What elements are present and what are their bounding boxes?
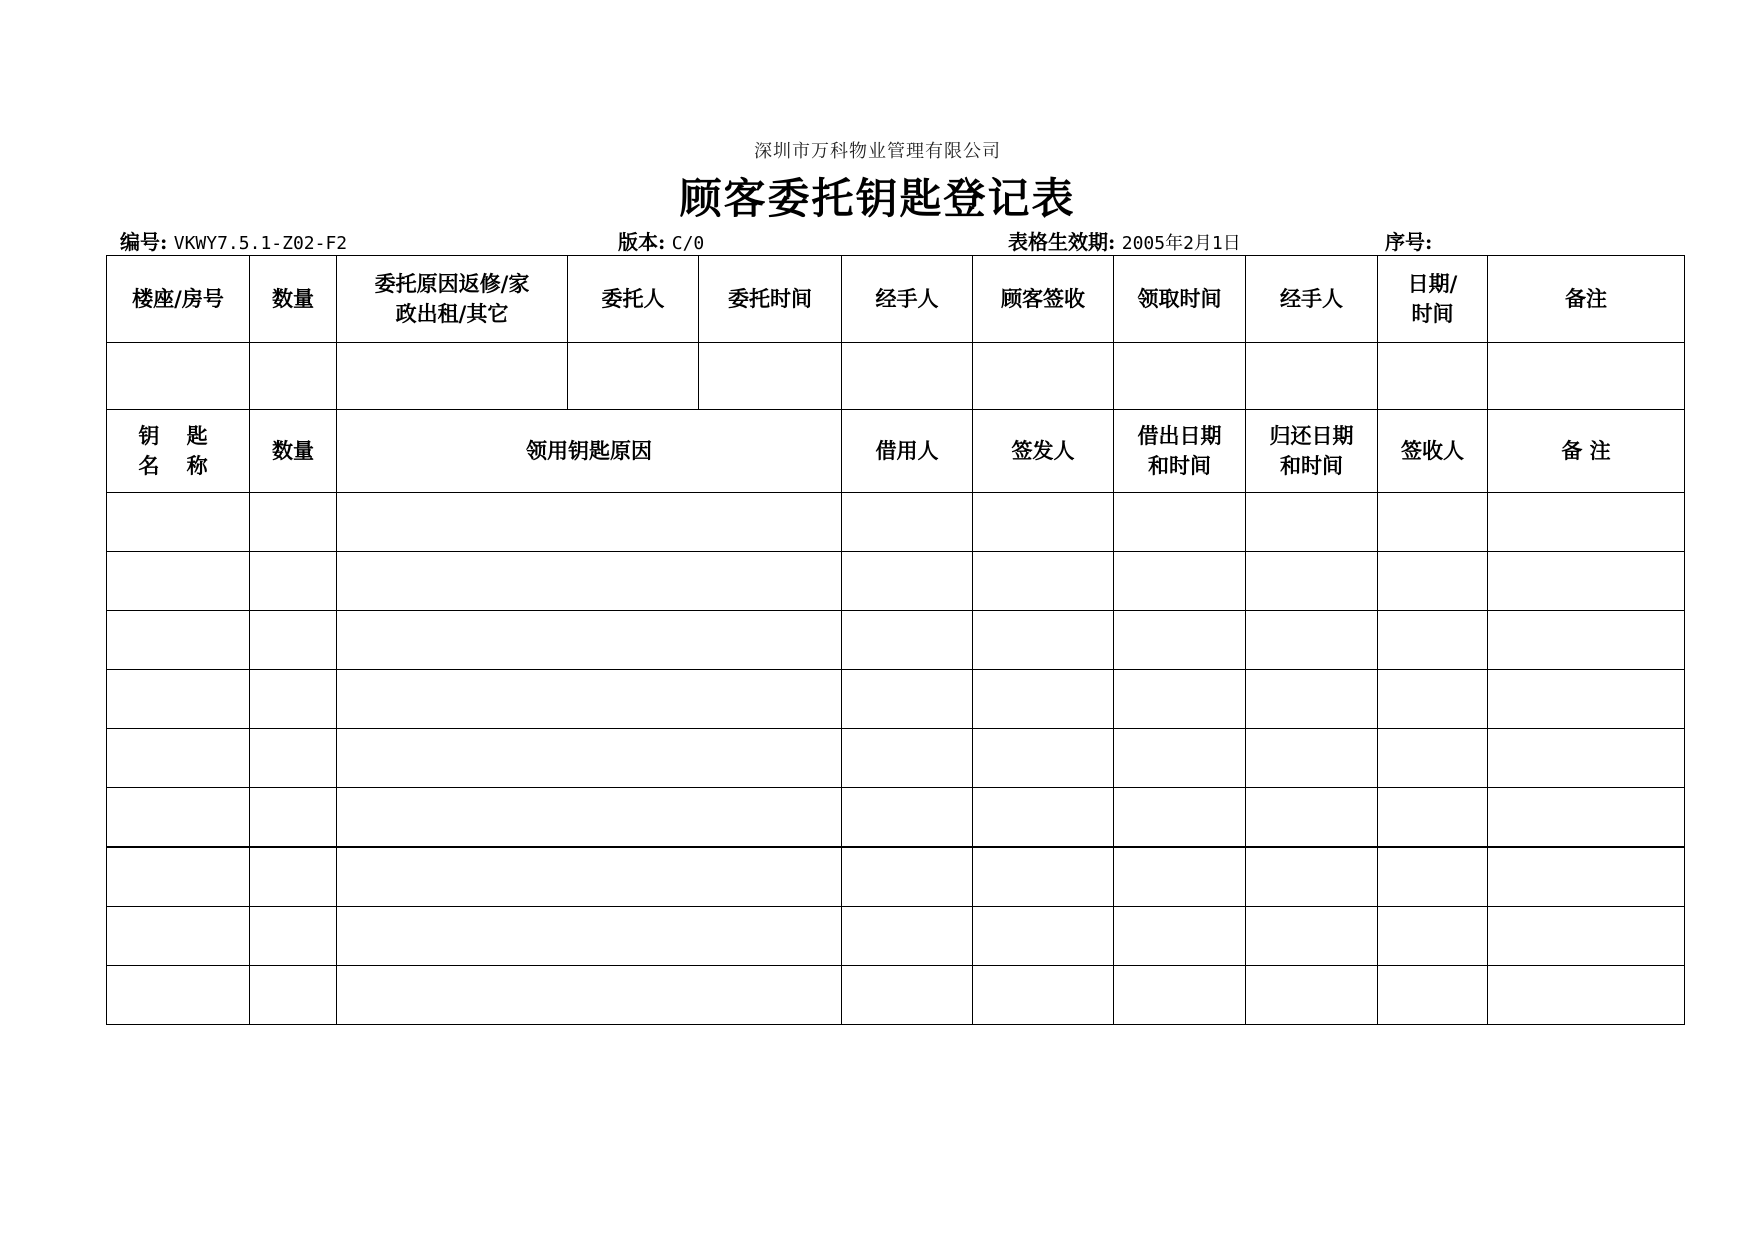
entry-cell[interactable] (1488, 788, 1685, 848)
form-effective-label: 表格生效期: (1008, 230, 1116, 254)
entry-cell[interactable] (1378, 493, 1488, 552)
entry-cell[interactable] (842, 670, 973, 729)
key-register-table (106, 255, 1685, 1025)
entry-cell[interactable] (337, 611, 842, 670)
form-title: 顾客委托钥匙登记表 (679, 174, 1076, 223)
table-row (107, 670, 1685, 729)
entry-cell[interactable] (1378, 343, 1488, 410)
table-row (107, 729, 1685, 788)
entry-cell[interactable] (107, 493, 250, 552)
entry-cell[interactable] (107, 966, 250, 1025)
entry-cell[interactable] (973, 729, 1114, 788)
entry-cell[interactable] (250, 493, 337, 552)
entry-cell[interactable] (1488, 611, 1685, 670)
entry-cell[interactable] (973, 847, 1114, 907)
entry-cell[interactable] (107, 907, 250, 966)
entry-cell[interactable] (1488, 966, 1685, 1025)
entry-cell[interactable] (107, 670, 250, 729)
header-entrust-time: 委托时间 (699, 256, 842, 343)
entry-cell[interactable] (1246, 729, 1378, 788)
header-key-quantity: 数量 (250, 410, 337, 493)
entry-cell[interactable] (107, 729, 250, 788)
entry-cell[interactable] (1114, 611, 1246, 670)
entry-cell[interactable] (250, 552, 337, 611)
header-lend-datetime: 借出日期 和时间 (1114, 410, 1246, 493)
table-row (107, 611, 1685, 670)
entry-cell[interactable] (337, 907, 842, 966)
header-handler-2: 经手人 (1246, 256, 1378, 343)
form-serial-label: 序号: (1385, 230, 1433, 254)
entry-cell[interactable] (1114, 343, 1246, 410)
entry-cell[interactable] (250, 847, 337, 907)
entry-cell[interactable] (568, 343, 699, 410)
entry-cell[interactable] (1378, 788, 1488, 848)
entry-cell[interactable] (1114, 552, 1246, 611)
entry-cell[interactable] (1488, 552, 1685, 611)
entry-cell[interactable] (1246, 670, 1378, 729)
form-code (120, 226, 347, 255)
entry-cell[interactable] (1114, 729, 1246, 788)
entry-cell[interactable] (973, 966, 1114, 1025)
entry-cell[interactable] (1246, 788, 1378, 848)
header-remarks: 备注 (1488, 256, 1685, 343)
entry-cell[interactable] (1246, 552, 1378, 611)
entry-cell[interactable] (1246, 966, 1378, 1025)
table-row (107, 847, 1685, 907)
entry-cell[interactable] (1488, 907, 1685, 966)
entry-cell[interactable] (337, 493, 842, 552)
header-quantity: 数量 (250, 256, 337, 343)
form-serial (1385, 226, 1432, 255)
entry-cell[interactable] (1488, 343, 1685, 410)
entry-cell[interactable] (842, 788, 973, 848)
header-receiver: 签收人 (1378, 410, 1488, 493)
entry-cell[interactable] (250, 611, 337, 670)
table-row (107, 552, 1685, 611)
form-version-value: C/0 (671, 233, 705, 254)
form-version (618, 226, 704, 255)
header-issuer: 签发人 (973, 410, 1114, 493)
entry-cell[interactable] (1378, 907, 1488, 966)
entry-cell[interactable] (1246, 343, 1378, 410)
entry-cell[interactable] (107, 552, 250, 611)
header-key-name: 钥 匙 名 称 (107, 410, 250, 493)
entry-cell[interactable] (1246, 847, 1378, 907)
entry-cell[interactable] (842, 493, 973, 552)
entry-cell[interactable] (973, 343, 1114, 410)
header-building-room: 楼座/房号 (107, 256, 250, 343)
form-code-label: 编号: (120, 230, 168, 254)
entry-cell[interactable] (337, 729, 842, 788)
entry-cell[interactable] (250, 670, 337, 729)
entry-cell[interactable] (1246, 493, 1378, 552)
form-effective-value: 2005年2月1日 (1121, 233, 1241, 254)
header-remarks-2: 备 注 (1488, 410, 1685, 493)
entry-cell[interactable] (1488, 670, 1685, 729)
entry-cell[interactable] (1114, 847, 1246, 907)
entry-cell[interactable] (250, 907, 337, 966)
entry-cell[interactable] (973, 788, 1114, 848)
entry-cell[interactable] (842, 343, 973, 410)
entry-cell[interactable] (107, 611, 250, 670)
header-date-time: 日期/ 时间 (1378, 256, 1488, 343)
entry-cell[interactable] (1378, 847, 1488, 907)
entry-cell[interactable] (1114, 493, 1246, 552)
entry-cell[interactable] (842, 907, 973, 966)
company-name: 深圳市万科物业管理有限公司 (754, 141, 1001, 162)
table-row (107, 788, 1685, 848)
entry-cell[interactable] (1488, 729, 1685, 788)
table-row (107, 907, 1685, 966)
entry-cell[interactable] (337, 343, 568, 410)
entry-cell[interactable] (1488, 847, 1685, 907)
entry-cell[interactable] (973, 552, 1114, 611)
header-customer-signature: 顾客签收 (973, 256, 1114, 343)
entry-cell[interactable] (1378, 611, 1488, 670)
entry-cell[interactable] (973, 611, 1114, 670)
entry-cell[interactable] (842, 847, 973, 907)
entry-cell[interactable] (250, 343, 337, 410)
header-return-datetime: 归还日期 和时间 (1246, 410, 1378, 493)
entry-cell[interactable] (842, 552, 973, 611)
header-borrow-reason: 领用钥匙原因 (337, 410, 842, 493)
entry-cell[interactable] (973, 907, 1114, 966)
entry-cell[interactable] (1488, 493, 1685, 552)
entry-cell[interactable] (842, 611, 973, 670)
entry-cell[interactable] (842, 966, 973, 1025)
entry-cell[interactable] (973, 670, 1114, 729)
entry-cell[interactable] (973, 493, 1114, 552)
entry-cell[interactable] (1114, 788, 1246, 848)
entry-cell[interactable] (337, 847, 842, 907)
entry-cell[interactable] (1114, 966, 1246, 1025)
header-pickup-time: 领取时间 (1114, 256, 1246, 343)
borrow-header-row (107, 410, 1685, 493)
entry-cell[interactable] (107, 847, 250, 907)
entry-cell[interactable] (337, 670, 842, 729)
entry-cell[interactable] (1378, 552, 1488, 611)
entry-cell[interactable] (337, 966, 842, 1025)
form-effective-date (1008, 226, 1241, 255)
form-code-value: VKWY7.5.1-Z02-F2 (173, 233, 348, 254)
entry-cell[interactable] (107, 788, 250, 848)
entry-cell[interactable] (107, 343, 250, 410)
entrust-header-row (107, 256, 1685, 343)
entry-cell[interactable] (250, 966, 337, 1025)
entry-cell[interactable] (250, 788, 337, 848)
header-entruster: 委托人 (568, 256, 699, 343)
form-version-label: 版本: (618, 230, 666, 254)
entry-cell[interactable] (1114, 907, 1246, 966)
table-row (107, 966, 1685, 1025)
entry-cell[interactable] (1114, 670, 1246, 729)
entry-cell[interactable] (699, 343, 842, 410)
entry-cell[interactable] (1378, 729, 1488, 788)
entry-cell[interactable] (1246, 907, 1378, 966)
entrust-entry-row (107, 343, 1685, 410)
entry-cell[interactable] (842, 729, 973, 788)
table-row (107, 493, 1685, 552)
header-entrust-reason: 委托原因返修/家 政出租/其它 (337, 256, 568, 343)
entry-cell[interactable] (337, 788, 842, 848)
header-handler: 经手人 (842, 256, 973, 343)
entry-cell[interactable] (1378, 966, 1488, 1025)
entry-cell[interactable] (337, 552, 842, 611)
header-borrower: 借用人 (842, 410, 973, 493)
entry-cell[interactable] (1246, 611, 1378, 670)
entry-cell[interactable] (1378, 670, 1488, 729)
entry-cell[interactable] (250, 729, 337, 788)
